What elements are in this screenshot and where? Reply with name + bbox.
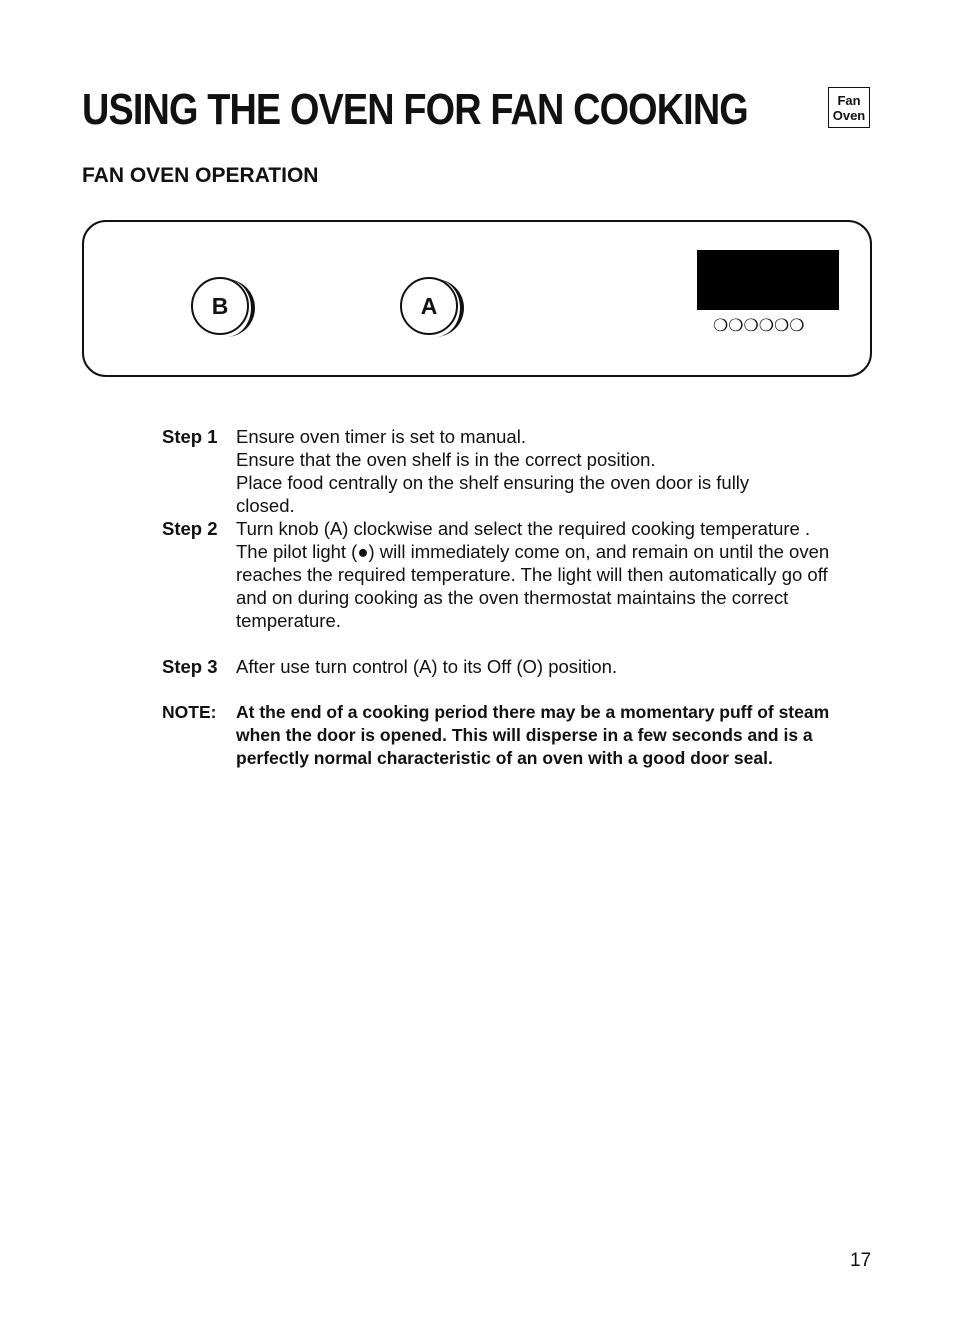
timer-buttons: ❍❍❍❍❍❍	[713, 316, 805, 336]
badge-line-2: Oven	[832, 107, 866, 123]
note	[162, 701, 852, 770]
step-1-line-3: Place food centrally on the shelf ensuring the oven door is fully closed.	[236, 472, 750, 516]
control-panel-diagram	[82, 220, 872, 377]
step-label: Step 1	[162, 426, 218, 447]
badge-line-1: Fan	[837, 92, 861, 108]
knob-a	[399, 276, 471, 340]
note-label: NOTE:	[162, 702, 217, 722]
step-1-line-1: Ensure oven timer is set to manual.	[236, 426, 526, 447]
knob-a-label: A	[420, 292, 438, 319]
knob-b-label: B	[211, 292, 229, 319]
step-label: Step 2	[162, 518, 218, 539]
step-3-text: After use turn control (A) to its Off (O) position.	[236, 656, 618, 677]
step-label: Step 3	[162, 656, 218, 677]
instructions	[162, 425, 852, 770]
timer-display	[697, 250, 839, 310]
knob-b	[190, 276, 262, 340]
note-text: At the end of a cooking period there may be a momentary puff of steam when the door is opened. This will disperse in a few seconds and is a perfectly normal characteristic of an oven with a good door seal.	[236, 702, 830, 768]
step-1-line-2: Ensure that the oven shelf is in the correct position.	[236, 449, 656, 470]
page-title: USING THE OVEN FOR FAN COOKING	[82, 85, 748, 134]
page-number: 17	[850, 1250, 872, 1271]
fan-oven-badge	[828, 87, 870, 128]
step-3	[162, 655, 852, 678]
step-2-text: Turn knob (A) clockwise and select the required cooking temperature . The pilot light (●) will immediately come on, and remain on until the oven reaches the required temperature. The light will then automatically go off and on during cooking as the oven thermostat maintains the correct temperature.	[236, 518, 830, 631]
step-1	[162, 425, 852, 517]
section-title: FAN OVEN OPERATION	[82, 164, 319, 187]
step-2	[162, 517, 852, 632]
